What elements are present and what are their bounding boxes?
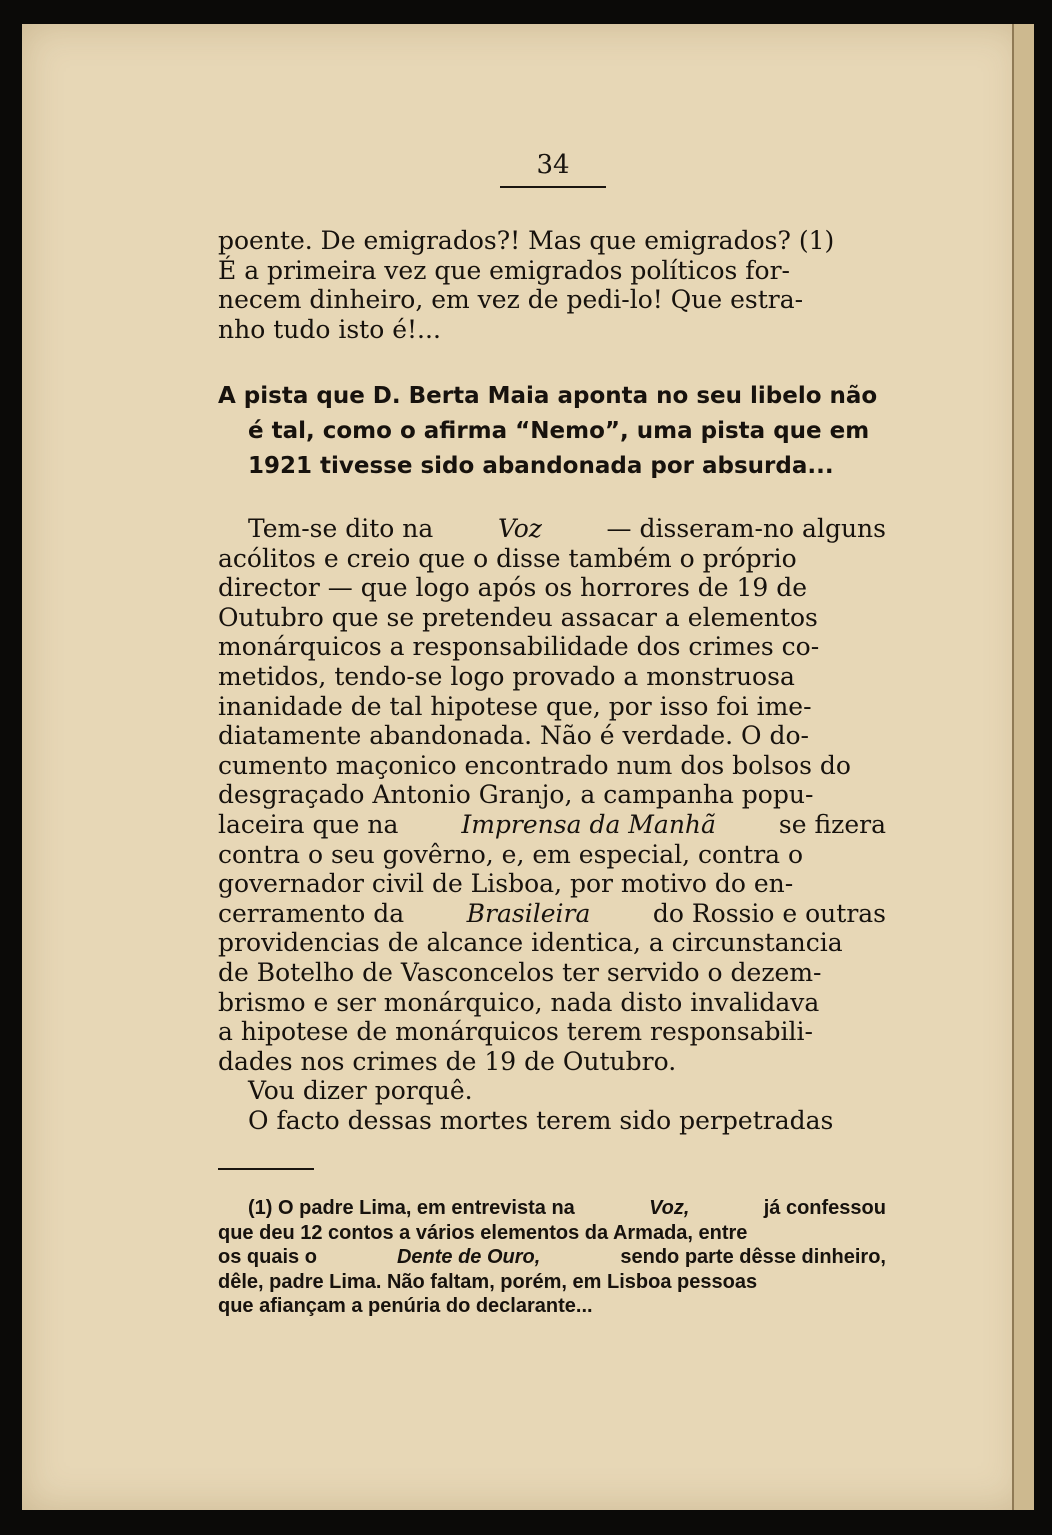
heading-line: A pista que D. Berta Maia aponta no seu libelo não [218, 383, 878, 409]
text-line: director — que logo após os horrores de 19 de [218, 573, 808, 603]
text-line: inanidade de tal hipotese que, por isso foi ime- [218, 691, 812, 721]
text-line: Outubro que se pretendeu assacar a elementos [218, 602, 818, 632]
text-line: diatamente abandonada. Não é verdade. O do- [218, 721, 809, 751]
page-number-rule [500, 186, 606, 188]
text-line: cerramento da Brasileira do Rossio e outras [218, 898, 886, 928]
footnote-line: que afiançam a penúria do declarante... [218, 1295, 593, 1317]
text-line: de Botelho de Vasconcelos ter servido o dezem- [218, 957, 822, 987]
text-line: desgraçado Antonio Granjo, a campanha popu- [218, 780, 814, 810]
heading-line: 1921 tivesse sido abandonada por absurda... [248, 453, 834, 479]
footnote-line: dêle, padre Lima. Não faltam, porém, em Lisboa pessoas [218, 1270, 758, 1293]
text-line: contra o seu govêrno, e, em especial, contra o [218, 839, 804, 869]
heading-line: é tal, como o afirma “Nemo”, uma pista que em [248, 418, 870, 444]
text-line: nho tudo isto é!... [218, 314, 441, 344]
text-line: brismo e ser monárquico, nada disto invalidava [218, 987, 820, 1017]
paragraph-1 [218, 226, 886, 344]
footnote-line: que deu 12 contos a vários elementos da Armada, entre [218, 1221, 748, 1244]
footnote-rule [218, 1168, 314, 1170]
text-line: cumento maçonico encontrado num dos bolsos do [218, 750, 851, 780]
text-line: laceira que na Imprensa da Manhã se fizera [218, 809, 886, 839]
text-line: dades nos crimes de 19 de Outubro. [218, 1046, 677, 1076]
paragraph-2 [218, 514, 886, 1135]
footnote-line: (1) O padre Lima, em entrevista na Voz, já confessou [248, 1197, 886, 1219]
text-line: metidos, tendo-se logo provado a monstruosa [218, 661, 795, 691]
text-line: a hipotese de monárquicos terem responsabili- [218, 1017, 813, 1047]
text-line: poente. De emigrados?! Mas que emigrados? (1) [218, 226, 835, 255]
section-heading [218, 379, 886, 484]
text-line: Vou dizer porquê. [248, 1076, 473, 1106]
text-line: monárquicos a responsabilidade dos crimes co- [218, 632, 820, 662]
text-line: providencias de alcance identica, a circunstancia [218, 928, 843, 958]
footnote [218, 1196, 886, 1319]
page-edge [1012, 24, 1034, 1510]
text-line: governador civil de Lisboa, por motivo do en- [218, 869, 794, 899]
page-number: 34 [536, 150, 570, 180]
text-line: acólitos e creio que o disse também o próprio [218, 543, 797, 573]
text-line: O facto dessas mortes terem sido perpetradas [248, 1105, 834, 1135]
text-line: É a primeira vez que emigrados políticos for- [218, 255, 790, 285]
text-line: necem dinheiro, em vez de pedi-lo! Que estra- [218, 285, 804, 315]
footnote-line: os quais o Dente de Ouro, sendo parte dêsse dinheiro, [218, 1246, 886, 1268]
text-line: Tem-se dito na Voz — disseram-no alguns [248, 514, 886, 543]
